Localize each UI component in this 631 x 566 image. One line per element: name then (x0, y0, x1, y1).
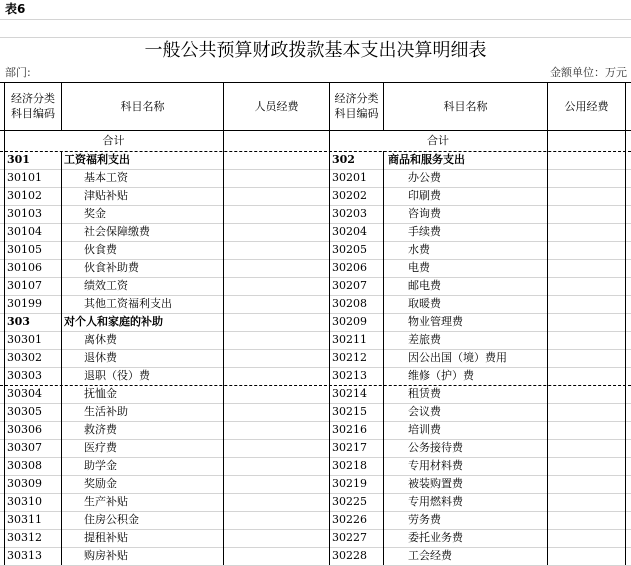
cell-left-code: 30313 (4, 547, 61, 565)
cell-right-code: 30203 (329, 205, 383, 223)
meta-row (0, 64, 631, 83)
cell-right-amount (547, 205, 626, 223)
cell-right-code: 30208 (329, 295, 383, 313)
cell-left-name: 津贴补贴 (61, 187, 223, 205)
cell-right-name: 委托业务费 (383, 529, 547, 547)
cell-left-amount (223, 421, 329, 439)
total-left-label: 合计 (102, 134, 125, 147)
cell-left-amount (223, 277, 329, 295)
header-right-code-line2: 科目编码 (334, 107, 379, 120)
cell-right-amount (547, 313, 626, 331)
cell-right-amount (547, 295, 626, 313)
table-row (0, 439, 631, 458)
cell-left-code: 303 (4, 313, 61, 331)
cell-left-amount (223, 529, 329, 547)
cell-left-amount (223, 385, 329, 403)
table-row (0, 385, 631, 404)
cell-right-code: 30225 (329, 493, 383, 511)
cell-right-code: 30201 (329, 169, 383, 187)
cell-left-name: 生活补助 (61, 403, 223, 421)
cell-left-amount (223, 151, 329, 169)
cell-left-name: 提租补贴 (61, 529, 223, 547)
table-row (0, 169, 631, 188)
cell-right-code: 30212 (329, 349, 383, 367)
cell-right-amount (547, 169, 626, 187)
cell-left-amount (223, 313, 329, 331)
cell-left-code: 30104 (4, 223, 61, 241)
cell-left-amount (223, 547, 329, 565)
header-left-name: 科目名称 (61, 83, 223, 130)
cell-left-name: 购房补贴 (61, 547, 223, 565)
cell-right-name: 因公出国（境）费用 (383, 349, 547, 367)
cell-right-amount (547, 259, 626, 277)
table-row (0, 475, 631, 494)
cell-right-code: 30209 (329, 313, 383, 331)
page-title: 一般公共预算财政拨款基本支出决算明细表 (144, 40, 487, 61)
table-row (0, 367, 631, 386)
cell-left-amount (223, 169, 329, 187)
unit-label: 金额单位：万元 (550, 66, 627, 79)
cell-right-amount (547, 367, 626, 385)
header-right-code (329, 83, 383, 130)
cell-right-amount (547, 547, 626, 565)
table-row (0, 349, 631, 368)
total-row (0, 131, 631, 152)
table-row (0, 313, 631, 332)
cell-right-name: 电费 (383, 259, 547, 277)
cell-left-amount (223, 241, 329, 259)
cell-right-code: 30227 (329, 529, 383, 547)
cell-right-code: 30204 (329, 223, 383, 241)
cell-right-code: 30228 (329, 547, 383, 565)
table-row (0, 223, 631, 242)
cell-right-name: 印刷费 (383, 187, 547, 205)
table-header (0, 83, 631, 131)
table-row (0, 277, 631, 296)
cell-right-code: 30205 (329, 241, 383, 259)
cell-left-code: 30303 (4, 367, 61, 385)
cell-right-amount (547, 457, 626, 475)
cell-left-name: 工资福利支出 (61, 151, 223, 169)
cell-left-name: 离休费 (61, 331, 223, 349)
cell-right-code: 30216 (329, 421, 383, 439)
header-left-code (4, 83, 61, 130)
cell-right-name: 被装购置费 (383, 475, 547, 493)
cell-right-amount (547, 331, 626, 349)
cell-right-name: 取暖费 (383, 295, 547, 313)
cell-left-code: 30310 (4, 493, 61, 511)
header-right-name: 科目名称 (383, 83, 547, 130)
cell-left-name: 生产补贴 (61, 493, 223, 511)
cell-left-code: 30103 (4, 205, 61, 223)
cell-right-name: 商品和服务支出 (383, 151, 547, 169)
cell-right-code: 30218 (329, 457, 383, 475)
header-left-code-line1: 经济分类 (11, 92, 55, 105)
cell-left-code: 30309 (4, 475, 61, 493)
cell-right-amount (547, 349, 626, 367)
cell-right-amount (547, 277, 626, 295)
cell-right-name: 专用燃料费 (383, 493, 547, 511)
table-row (0, 547, 631, 566)
cell-right-amount (547, 493, 626, 511)
cell-right-name: 差旅费 (383, 331, 547, 349)
cell-right-name: 咨询费 (383, 205, 547, 223)
cell-right-name: 公务接待费 (383, 439, 547, 457)
cell-left-amount (223, 367, 329, 385)
cell-left-code: 30102 (4, 187, 61, 205)
cell-right-name: 培训费 (383, 421, 547, 439)
table-row (0, 241, 631, 260)
cell-left-amount (223, 187, 329, 205)
title-row (0, 37, 631, 64)
cell-left-amount (223, 223, 329, 241)
table-row (0, 205, 631, 224)
cell-left-amount (223, 205, 329, 223)
cell-left-amount (223, 403, 329, 421)
cell-right-amount (547, 187, 626, 205)
cell-left-amount (223, 331, 329, 349)
table-row (0, 187, 631, 206)
cell-left-code: 30304 (4, 385, 61, 403)
cell-right-name: 工会经费 (383, 547, 547, 565)
cell-right-amount (547, 421, 626, 439)
cell-right-code: 30207 (329, 277, 383, 295)
total-left-amount (223, 131, 329, 151)
cell-right-amount (547, 385, 626, 403)
cell-right-name: 物业管理费 (383, 313, 547, 331)
cell-left-code: 30106 (4, 259, 61, 277)
cell-left-code: 30301 (4, 331, 61, 349)
cell-right-name: 租赁费 (383, 385, 547, 403)
cell-left-name: 抚恤金 (61, 385, 223, 403)
cell-left-amount (223, 259, 329, 277)
table-row (0, 403, 631, 422)
cell-left-code: 30107 (4, 277, 61, 295)
cell-left-amount (223, 511, 329, 529)
cell-right-code: 30217 (329, 439, 383, 457)
cell-right-name: 劳务费 (383, 511, 547, 529)
table-row (0, 295, 631, 314)
cell-left-code: 30312 (4, 529, 61, 547)
total-right-label: 合计 (427, 134, 449, 147)
cell-right-code: 30215 (329, 403, 383, 421)
cell-right-name: 邮电费 (383, 277, 547, 295)
cell-left-name: 医疗费 (61, 439, 223, 457)
cell-left-amount (223, 475, 329, 493)
cell-left-name: 基本工资 (61, 169, 223, 187)
cell-left-amount (223, 457, 329, 475)
cell-left-amount (223, 439, 329, 457)
cell-left-code: 30311 (4, 511, 61, 529)
cell-left-name: 退职（役）费 (61, 367, 223, 385)
cell-left-name: 住房公积金 (61, 511, 223, 529)
cell-left-amount (223, 349, 329, 367)
cell-right-amount (547, 403, 626, 421)
cell-left-name: 退休费 (61, 349, 223, 367)
header-left-code-line2: 科目编码 (11, 107, 55, 120)
header-right-amount: 公用经费 (547, 83, 626, 130)
sheet-label-row (0, 0, 631, 20)
cell-right-code: 30202 (329, 187, 383, 205)
cell-right-amount (547, 151, 626, 169)
cell-left-code: 30306 (4, 421, 61, 439)
sheet-label: 表6 (5, 2, 26, 16)
header-right-code-line1: 经济分类 (334, 92, 379, 105)
cell-right-amount (547, 439, 626, 457)
cell-right-code: 30213 (329, 367, 383, 385)
cell-left-name: 伙食费 (61, 241, 223, 259)
cell-right-code: 30211 (329, 331, 383, 349)
cell-left-amount (223, 295, 329, 313)
cell-right-code: 302 (329, 151, 383, 169)
table-row (0, 421, 631, 440)
table-row (0, 529, 631, 548)
cell-left-name: 绩效工资 (61, 277, 223, 295)
cell-left-code: 30308 (4, 457, 61, 475)
cell-left-name: 其他工资福利支出 (61, 295, 223, 313)
table-row (0, 259, 631, 278)
cell-right-name: 办公费 (383, 169, 547, 187)
cell-right-amount (547, 241, 626, 259)
total-right-amount (547, 131, 626, 151)
cell-left-code: 30199 (4, 295, 61, 313)
cell-left-code: 30302 (4, 349, 61, 367)
table-row (0, 457, 631, 476)
cell-left-name: 奖励金 (61, 475, 223, 493)
header-left-amount: 人员经费 (223, 83, 329, 130)
cell-left-code: 30101 (4, 169, 61, 187)
cell-right-name: 水费 (383, 241, 547, 259)
cell-left-name: 助学金 (61, 457, 223, 475)
cell-left-code: 30307 (4, 439, 61, 457)
cell-left-name: 伙食补助费 (61, 259, 223, 277)
cell-left-code: 301 (4, 151, 61, 169)
cell-right-name: 维修（护）费 (383, 367, 547, 385)
table-row (0, 493, 631, 512)
cell-right-code: 30206 (329, 259, 383, 277)
cell-right-name: 专用材料费 (383, 457, 547, 475)
cell-left-name: 救济费 (61, 421, 223, 439)
table-row (0, 151, 631, 170)
cell-right-code: 30214 (329, 385, 383, 403)
cell-left-name: 社会保障缴费 (61, 223, 223, 241)
table-row (0, 331, 631, 350)
empty-row (0, 19, 631, 38)
cell-right-code: 30219 (329, 475, 383, 493)
cell-right-amount (547, 529, 626, 547)
cell-right-code: 30226 (329, 511, 383, 529)
cell-right-amount (547, 475, 626, 493)
cell-left-amount (223, 493, 329, 511)
cell-right-amount (547, 511, 626, 529)
cell-right-name: 手续费 (383, 223, 547, 241)
table-row (0, 511, 631, 530)
cell-left-name: 对个人和家庭的补助 (61, 313, 223, 331)
cell-left-code: 30305 (4, 403, 61, 421)
cell-left-name: 奖金 (61, 205, 223, 223)
cell-right-name: 会议费 (383, 403, 547, 421)
dept-label: 部门: (5, 66, 31, 79)
cell-right-amount (547, 223, 626, 241)
cell-left-code: 30105 (4, 241, 61, 259)
